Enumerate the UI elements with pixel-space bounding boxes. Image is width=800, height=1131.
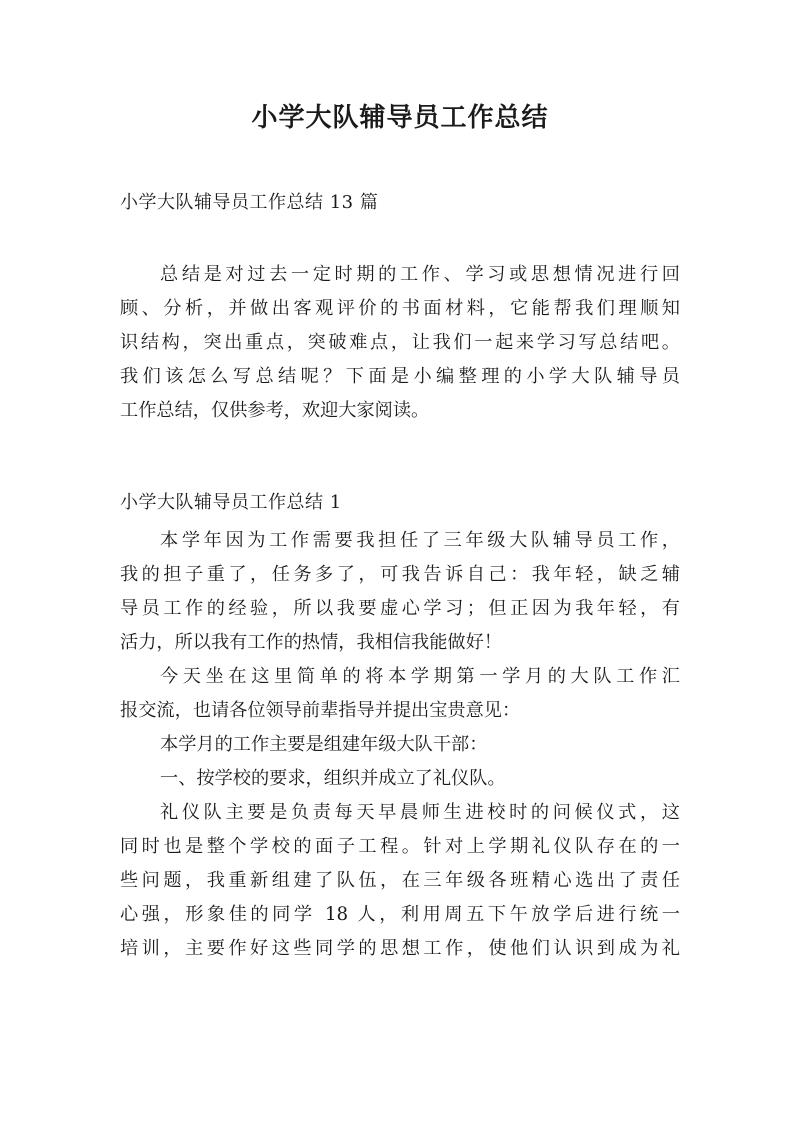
body-line: 导员工作的经验，所以我要虚心学习；但正因为我年轻，有 [120,598,680,619]
intro-line: 顾、分析，并做出客观评价的书面材料，它能帮我们理顺知 [120,298,680,319]
intro-line: 工作总结，仅供参考，欢迎大家阅读。 [120,400,430,421]
body-line: 培训，主要作好这些同学的思想工作，使他们认识到成为礼 [120,938,680,959]
section-heading: 小学大队辅导员工作总结 1 [120,492,342,513]
body-line: 活力，所以我有工作的热情，我相信我能做好！ [120,632,502,653]
body-line: 本学月的工作主要是组建年级大队干部： [160,734,488,755]
document-title: 小学大队辅导员工作总结 [251,103,549,133]
section-body [120,524,680,966]
body-line: 本学年因为工作需要我担任了三年级大队辅导员工作， [160,530,680,551]
body-line: 同时也是整个学校的面子工程。针对上学期礼仪队存在的一 [120,836,680,857]
intro-line: 总结是对过去一定时期的工作、学习或思想情况进行回 [160,264,680,285]
intro-paragraph [120,258,680,428]
body-line: 今天坐在这里简单的将本学期第一学月的大队工作汇 [160,666,680,687]
body-line: 报交流，也请各位领导前辈指导并提出宝贵意见： [120,700,521,721]
body-line: 心强，形象佳的同学 18 人，利用周五下午放学后进行统一 [120,904,680,925]
intro-line: 识结构，突出重点，突破难点，让我们一起来学习写总结吧。 [120,332,680,353]
body-line: 一、按学校的要求，组织并成立了礼仪队。 [160,768,506,789]
body-line: 我的担子重了，任务多了，可我告诉自己：我年轻，缺乏辅 [120,564,680,585]
document-subtitle: 小学大队辅导员工作总结 13 篇 [120,192,379,213]
intro-line: 我们该怎么写总结呢？下面是小编整理的小学大队辅导员 [120,366,680,387]
body-line: 些问题，我重新组建了队伍，在三年级各班精心选出了责任 [120,870,680,891]
body-line: 礼仪队主要是负责每天早晨师生进校时的问候仪式，这 [160,802,680,823]
